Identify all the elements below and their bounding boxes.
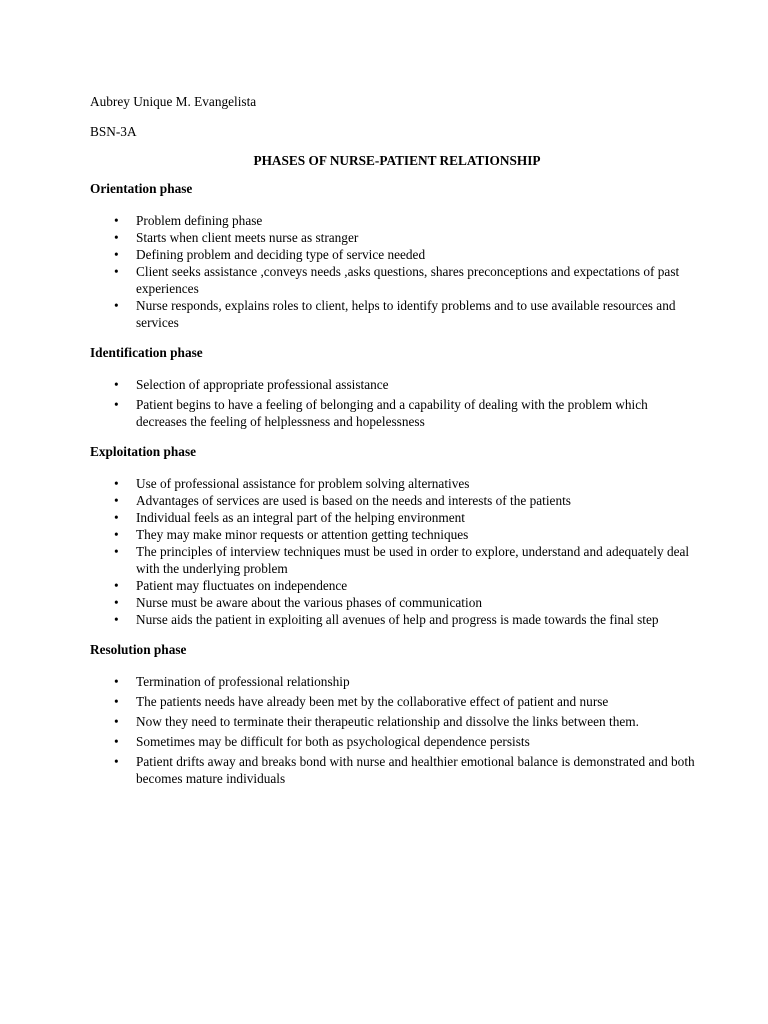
- bullet-list-resolution: [90, 673, 698, 787]
- bullet-list-identification: [90, 376, 698, 430]
- list-item: • Patient begins to have a feeling of belonging and a capability of dealing with the problem which decreases the feeling of helplessness and hopelessness: [90, 396, 698, 430]
- list-item: • The patients needs have already been met by the collaborative effect of patient and nurse: [90, 693, 698, 710]
- list-item: • Client seeks assistance ,conveys needs ,asks questions, shares preconceptions and expectations of past experiences: [90, 263, 698, 297]
- bullet-list-orientation: [90, 212, 698, 331]
- list-item: • Use of professional assistance for problem solving alternatives: [90, 475, 698, 492]
- list-item: • Termination of professional relationship: [90, 673, 698, 690]
- list-item: • They may make minor requests or attention getting techniques: [90, 526, 698, 543]
- list-item: • Nurse must be aware about the various phases of communication: [90, 594, 698, 611]
- bullet-list-exploitation: [90, 475, 698, 628]
- section-heading-resolution: Resolution phase: [90, 642, 187, 657]
- list-item: • Defining problem and deciding type of service needed: [90, 246, 698, 263]
- list-item: • Problem defining phase: [90, 212, 698, 229]
- list-item: • Patient drifts away and breaks bond with nurse and healthier emotional balance is demonstrated and both becomes mature individuals: [90, 753, 698, 787]
- list-item: • Patient may fluctuates on independence: [90, 577, 698, 594]
- list-item: • Starts when client meets nurse as stranger: [90, 229, 698, 246]
- document-title: PHASES OF NURSE-PATIENT RELATIONSHIP: [253, 153, 541, 168]
- list-item: • Now they need to terminate their therapeutic relationship and dissolve the links between them.: [90, 713, 698, 730]
- list-item: • The principles of interview techniques must be used in order to explore, understand and adequately deal with the underlying problem: [90, 543, 698, 577]
- list-item: • Individual feels as an integral part of the helping environment: [90, 509, 698, 526]
- list-item: • Advantages of services are used is based on the needs and interests of the patients: [90, 492, 698, 509]
- course-label: BSN-3A: [90, 124, 137, 139]
- list-item: • Sometimes may be difficult for both as psychological dependence persists: [90, 733, 698, 750]
- section-heading-orientation: Orientation phase: [90, 181, 193, 196]
- section-heading-identification: Identification phase: [90, 345, 203, 360]
- list-item: • Selection of appropriate professional assistance: [90, 376, 698, 393]
- list-item: • Nurse responds, explains roles to client, helps to identify problems and to use available resources and services: [90, 297, 698, 331]
- list-item: • Nurse aids the patient in exploiting all avenues of help and progress is made towards the final step: [90, 611, 698, 628]
- section-heading-exploitation: Exploitation phase: [90, 444, 197, 459]
- author-name: Aubrey Unique M. Evangelista: [90, 94, 257, 109]
